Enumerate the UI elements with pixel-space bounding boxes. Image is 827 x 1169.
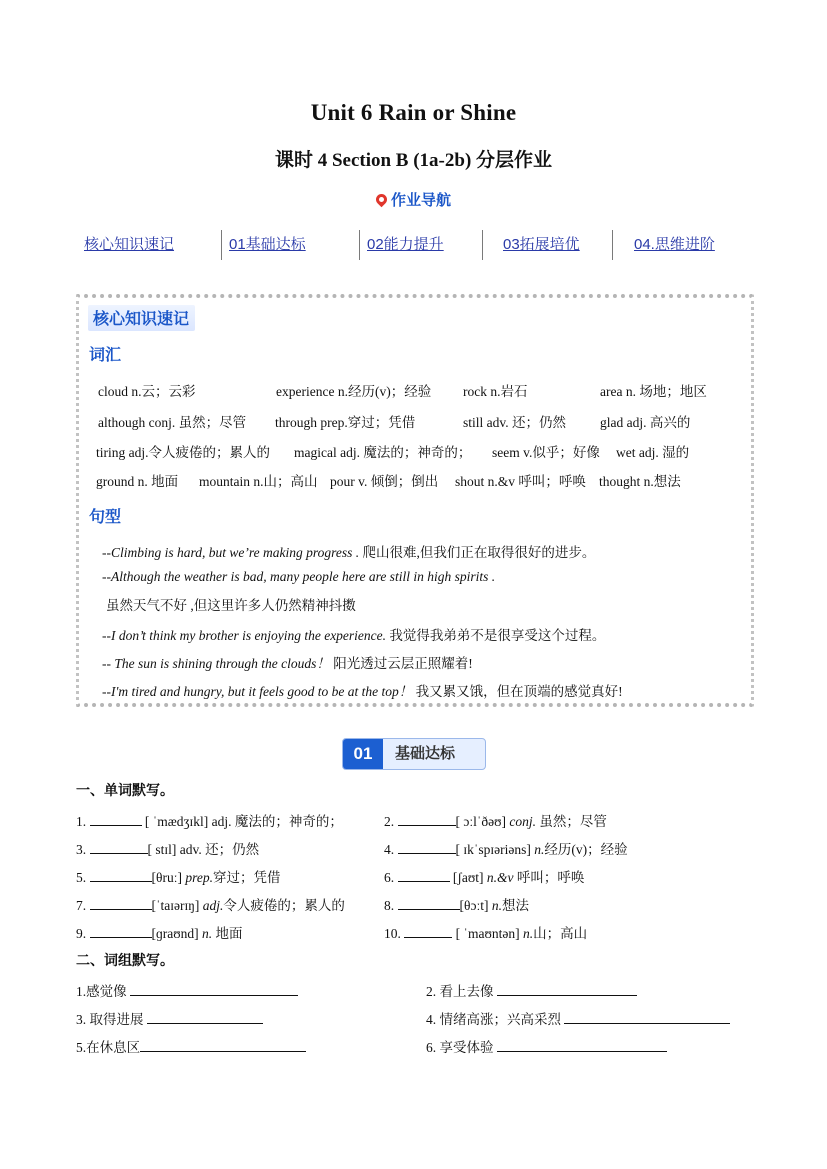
nav-link-thinking[interactable]: 04.思维进阶: [634, 236, 715, 253]
vocab-row: [96, 441, 746, 461]
question-number: 1.: [76, 814, 87, 829]
sentence-zh: 虽然天气不好 ,但这里许多人仍然精神抖擞: [106, 598, 356, 613]
part-of-speech: adj.: [202, 898, 224, 913]
word-meaning: 还；仍然: [205, 842, 260, 857]
sentence-item: [102, 541, 595, 561]
vocab-item: shout n.&v 呼叫；呼唤: [455, 474, 586, 489]
word-question: [384, 810, 607, 830]
part-of-speech: conj.: [509, 814, 537, 829]
answer-blank[interactable]: [90, 868, 152, 882]
nav-link-ability[interactable]: 02能力提升: [367, 236, 444, 253]
sentence-en: --I don’t think my brother is enjoying the experience.: [102, 628, 387, 643]
word-meaning: 经历(v)；经验: [544, 842, 628, 857]
vocab-item: seem v.似乎；好像: [492, 445, 600, 460]
section-badge: [342, 738, 486, 770]
phrase-question: [426, 1008, 730, 1028]
pronunciation: [ ɔːlˈðəʊ]: [455, 814, 507, 829]
part1-title: 一、单词默写。: [76, 782, 174, 798]
word-question: [384, 866, 584, 886]
vocab-item: rock n.岩石: [463, 384, 528, 399]
word-meaning: 想法: [501, 898, 529, 913]
sentence-en: --Climbing is hard, but we’re making progress .: [102, 545, 360, 560]
answer-blank[interactable]: [497, 1038, 667, 1052]
knowledge-heading: 核心知识速记: [88, 305, 195, 331]
sentence-zh: 爬山很难,但我们正在取得很好的进步。: [359, 545, 596, 560]
answer-blank[interactable]: [398, 868, 450, 882]
question-number: 9.: [76, 926, 87, 941]
sentence-en: -- The sun is shining through the clouds！: [102, 656, 330, 671]
vocab-heading: 词汇: [89, 347, 122, 364]
answer-blank[interactable]: [564, 1010, 730, 1024]
word-question: [384, 838, 628, 858]
word-question: [384, 922, 587, 942]
word-question: [76, 810, 343, 830]
question-number: 3.: [76, 842, 87, 857]
sentence-item: [102, 569, 495, 585]
word-meaning: 虽然；尽管: [539, 814, 607, 829]
question-number: 6.: [426, 1040, 437, 1055]
part-of-speech: prep.: [185, 870, 213, 885]
phrase-question: [76, 1008, 263, 1028]
location-pin-icon: [374, 192, 390, 208]
vocab-item: tiring adj.令人疲倦的；累人的: [96, 445, 270, 460]
answer-blank[interactable]: [398, 840, 456, 854]
vocab-item: glad adj. 高兴的: [600, 415, 691, 430]
section-badge-number: 01: [343, 739, 383, 769]
sentence-item: [102, 652, 473, 672]
sentence-zh: 我觉得我弟弟不是很享受这个过程。: [386, 628, 606, 643]
nav-divider: [482, 230, 483, 260]
vocab-item: wet adj. 湿的: [616, 445, 690, 460]
vocab-row: [96, 470, 746, 490]
vocab-row: [96, 380, 746, 400]
part-of-speech: n.&v: [486, 870, 514, 885]
vocab-item: magical adj. 魔法的；神奇的；: [294, 445, 472, 460]
answer-blank[interactable]: [404, 924, 452, 938]
nav-divider: [359, 230, 360, 260]
sentence-zh: 阳光透过云层正照耀着!: [329, 656, 473, 671]
question-number: 4.: [384, 842, 395, 857]
word-meaning: 令人疲倦的；累人的: [223, 898, 345, 913]
page-subtitle: 课时 4 Section B (1a-2b) 分层作业: [274, 150, 553, 171]
word-meaning: 呼叫；呼唤: [516, 870, 585, 885]
nav-heading-label: 作业导航: [390, 192, 451, 209]
page-title: Unit 6 Rain or Shine: [310, 100, 517, 125]
pronunciation: [ɡraʊnd]: [151, 926, 199, 941]
answer-blank[interactable]: [497, 982, 637, 996]
vocab-item: thought n.想法: [599, 474, 681, 489]
sentence-zh: 我又累又饿，但在顶端的感觉真好!: [412, 684, 623, 699]
pronunciation: [θɔːt]: [459, 898, 489, 913]
question-number: 8.: [384, 898, 395, 913]
vocab-item: cloud n.云；云彩: [98, 384, 196, 399]
question-number: 7.: [76, 898, 87, 913]
answer-blank[interactable]: [90, 840, 148, 854]
homework-nav: [74, 230, 754, 260]
phrase-text: 感觉像: [86, 984, 127, 999]
answer-blank[interactable]: [147, 1010, 263, 1024]
part-of-speech: n.: [523, 926, 534, 941]
vocab-item: although conj. 虽然；尽管: [98, 415, 247, 430]
sentence-item: [102, 624, 605, 644]
phrase-text: 看上去像: [439, 984, 494, 999]
vocab-item: area n. 场地；地区: [600, 384, 707, 399]
word-question: [76, 894, 345, 914]
answer-blank[interactable]: [90, 812, 142, 826]
pronunciation: [ ɪkˈspɪəriəns]: [455, 842, 531, 857]
vocab-item: pour v. 倾倒；倒出: [330, 474, 439, 489]
phrase-text: 享受体验: [439, 1040, 494, 1055]
vocab-item: mountain n.山；高山: [199, 474, 318, 489]
vocab-item: through prep.穿过；凭借: [275, 415, 416, 430]
nav-divider: [612, 230, 613, 260]
part-of-speech: n.: [491, 898, 502, 913]
part-of-speech: adv.: [179, 842, 202, 857]
question-number: 3.: [76, 1012, 87, 1027]
part-of-speech: n.: [534, 842, 545, 857]
question-number: 2.: [384, 814, 395, 829]
phrase-question: [426, 980, 637, 1000]
pronunciation: [ʃaʊt]: [452, 870, 484, 885]
pronunciation: [ˈtaɪərɪŋ]: [151, 898, 200, 913]
answer-blank[interactable]: [398, 812, 456, 826]
question-number: 1.: [76, 984, 87, 999]
phrase-text: 取得进展: [89, 1012, 144, 1027]
word-question: [76, 838, 259, 858]
word-question: [76, 922, 243, 942]
answer-blank[interactable]: [398, 896, 460, 910]
sentence-en: --Although the weather is bad, many people here are still in high spirits .: [102, 569, 496, 584]
word-meaning: 魔法的；神奇的；: [234, 814, 343, 829]
question-number: 4.: [426, 1012, 437, 1027]
pronunciation: [ stɪl]: [147, 842, 177, 857]
sentence-en: --I'm tired and hungry, but it feels good to be at the top！: [102, 684, 413, 699]
sentence-item: [102, 680, 623, 700]
vocab-item: still adv. 还；仍然: [463, 415, 566, 430]
pronunciation: [ ˈmædʒɪkl]: [144, 814, 209, 829]
word-meaning: 穿过；凭借: [212, 870, 281, 885]
phrase-question: [76, 1036, 306, 1056]
section-badge-label: 基础达标: [395, 745, 456, 762]
nav-link-basic[interactable]: 01基础达标: [229, 236, 306, 253]
part-of-speech: n.: [202, 926, 213, 941]
word-question: [384, 894, 529, 914]
sentence-heading: 句型: [89, 509, 122, 526]
pronunciation: [ ˈmaʊntən]: [455, 926, 520, 941]
phrase-text: 情绪高涨；兴高采烈: [439, 1012, 561, 1027]
phrase-question: [426, 1036, 667, 1056]
word-meaning: 地面: [215, 926, 243, 941]
knowledge-box: [76, 294, 754, 707]
phrase-text: 在休息区: [86, 1040, 141, 1055]
pronunciation: [θruː]: [151, 870, 182, 885]
nav-heading: [0, 189, 827, 210]
question-number: 10.: [384, 926, 401, 941]
question-number: 5.: [76, 1040, 87, 1055]
part-of-speech: adj.: [211, 814, 232, 829]
vocab-row: [96, 411, 746, 431]
word-question: [76, 866, 280, 886]
nav-link-core-knowledge[interactable]: 核心知识速记: [84, 236, 175, 253]
answer-blank[interactable]: [90, 924, 152, 938]
part2-title: 二、词组默写。: [76, 952, 174, 968]
phrase-question: [76, 980, 298, 1000]
sentence-item: [106, 594, 356, 614]
question-number: 5.: [76, 870, 87, 885]
answer-blank[interactable]: [130, 982, 298, 996]
word-meaning: 山；高山: [533, 926, 588, 941]
nav-link-extend[interactable]: 03拓展培优: [503, 236, 580, 253]
answer-blank[interactable]: [90, 896, 152, 910]
nav-divider: [221, 230, 222, 260]
answer-blank[interactable]: [140, 1038, 306, 1052]
question-number: 6.: [384, 870, 395, 885]
question-number: 2.: [426, 984, 437, 999]
vocab-item: experience n.经历(v)；经验: [276, 384, 432, 399]
vocab-item: ground n. 地面: [96, 474, 179, 489]
